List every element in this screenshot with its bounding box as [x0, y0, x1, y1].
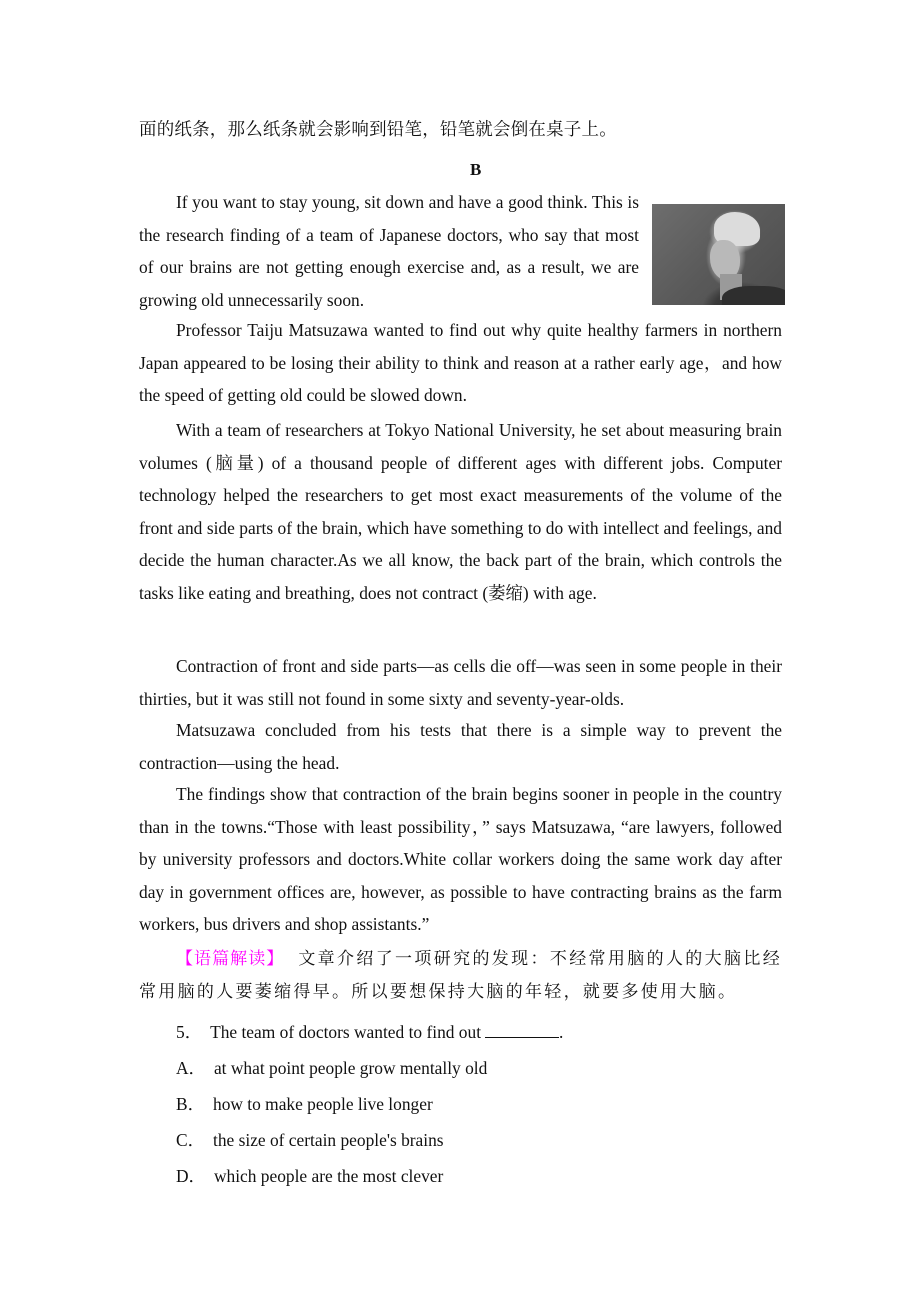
option-letter: A． [176, 1058, 206, 1078]
paragraph-1: If you want to stay young, sit down and have a good think. This is the research finding of a team of Japanese doctors, who say that most of our brains are not getting enough exercise and, as a result, we are growing old unnecessarily soon. [139, 192, 639, 310]
analysis-paragraph [139, 943, 782, 1009]
question-end-punct: . [559, 1022, 564, 1042]
option-letter: C． [176, 1130, 205, 1150]
option-text: how to make people live longer [213, 1094, 433, 1114]
question-stem [176, 1020, 563, 1044]
paragraph-6: The findings show that contraction of the brain begins sooner in people in the country than in the towns.“Those with least possibility，” says Matsuzawa, “are lawyers, followed by university professors and doctors.White collar workers doing the same work day after day in government offices are, however, as possible to have contracting brains as the farm workers, bus drivers and shop assistants.” [139, 784, 782, 935]
option-letter: D． [176, 1166, 206, 1186]
option-text: at what point people grow mentally old [213, 1058, 488, 1078]
analysis-text: 文章介绍了一项研究的发现：不经常用脑的人的大脑比经常用脑的人要萎缩得早。所以要想保持大脑的年轻，就要多使用大脑。 [139, 949, 783, 1002]
option-text: the size of certain people's brains [213, 1130, 444, 1150]
paragraph-3: With a team of researchers at Tokyo National University, he set about measuring brain volumes (脑量) of a thousand people of different ages with different jobs. Computer technology helped the researchers to get most exact measurements of the volume of the front and side parts of the brain, which have something to do with intellect and feelings, and decide the human character.As we all know, the back part of the brain, which controls the tasks like eating and breathing, does not contract (萎缩) with age. [139, 420, 782, 603]
option-b[interactable] [176, 1092, 433, 1116]
paragraph-4: Contraction of front and side parts—as cells die off—was seen in some people in their thirties, but it was still not found in some sixty and seventy-year-olds. [139, 656, 782, 709]
paragraph-5: Matsuzawa concluded from his tests that there is a simple way to prevent the contraction—using the head. [139, 720, 782, 773]
option-c[interactable] [176, 1128, 444, 1152]
answer-blank [485, 1021, 559, 1038]
question-text: The team of doctors wanted to find out [210, 1022, 482, 1042]
section-heading-b: B [470, 160, 482, 179]
option-d[interactable] [176, 1164, 443, 1188]
option-text: which people are the most clever [213, 1166, 444, 1186]
paragraph-2: Professor Taiju Matsuzawa wanted to find out why quite healthy farmers in northern Japan appeared to be losing their ability to think and reason at a rather early age，and how the speed of getting old could be slowed down. [139, 320, 782, 406]
option-letter: B． [176, 1094, 205, 1114]
option-a[interactable] [176, 1056, 487, 1080]
analysis-label: 【语篇解读】 [176, 949, 285, 969]
portrait-coat [722, 286, 785, 305]
carryover-chinese-line: 面的纸条，那么纸条就会影响到铅笔，铅笔就会倒在桌子上。 [139, 120, 617, 140]
question-number: 5． [176, 1022, 203, 1042]
portrait-photo-icon [652, 204, 785, 305]
